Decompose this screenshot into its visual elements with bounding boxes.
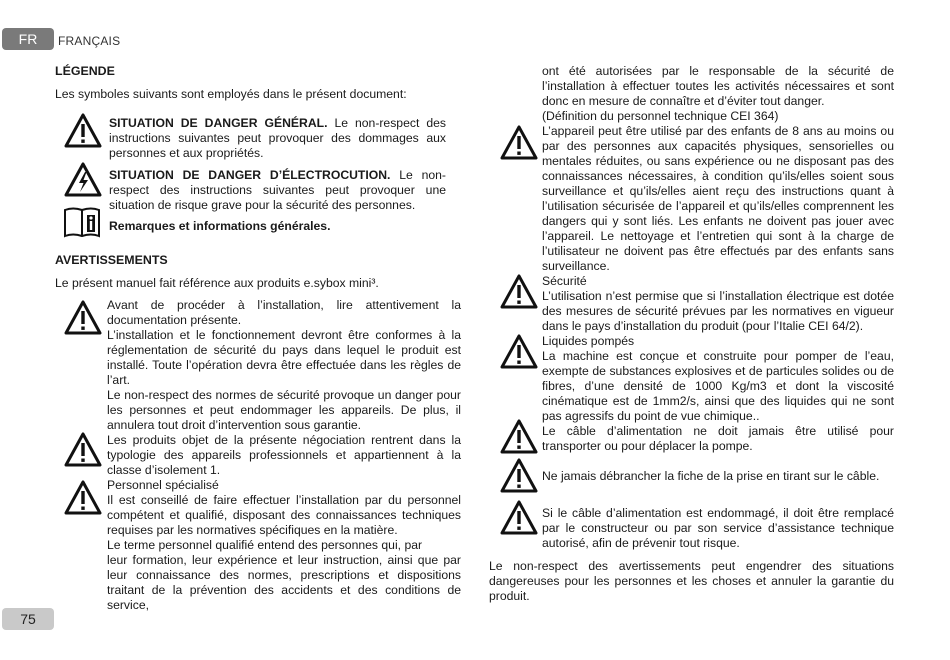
warnings-title: AVERTISSEMENTS xyxy=(55,253,168,267)
paragraph: leur formation, leur expérience et leur instruction, ainsi que par leur connaissance des normes, prescriptions et dispositions traitant de la prévention des accidents et des conditions de service, xyxy=(107,553,461,612)
warning-triangle-icon xyxy=(64,300,102,336)
legend-title: LÉGENDE xyxy=(55,64,115,78)
page-number: 75 xyxy=(2,608,54,630)
warning-triangle-icon xyxy=(500,419,538,455)
paragraph: Il est conseillé de faire effectuer l’installation par du personnel compétent et qualifié, disposant des connaissances techniques requises par les normatives spécifiques en la matière. xyxy=(107,493,461,537)
warning-triangle-icon xyxy=(64,480,102,516)
warning-triangle-icon xyxy=(500,334,538,370)
language-name: FRANÇAIS xyxy=(58,34,121,48)
warning-triangle-icon xyxy=(64,432,102,468)
paragraph: Liquides pompés xyxy=(542,334,635,348)
warning-triangle-icon xyxy=(500,125,538,161)
warning-triangle-icon xyxy=(500,274,538,310)
paragraph: La machine est conçue et construite pour pomper de l’eau, exempte de substances explosives et de particules solides ou de fibres, d’une densité de 1000 Kg/m3 et dont la viscosité cinématique est de 1mm2/s, ainsi que des liquides qui ne sont pas agressifs du point de vue chimique.. xyxy=(542,349,894,423)
warning-triangle-icon xyxy=(500,458,538,494)
legend-item-electrocution xyxy=(109,168,446,213)
paragraph: Le terme personnel qualifié entend des personnes qui, par xyxy=(107,538,423,552)
legend-item-text: Le non-respect des instructions suivantes peut provoquer une situation de risque grave pour la sécurité des personnes. xyxy=(109,168,446,212)
legend-item-bold: SITUATION DE DANGER GÉNÉRAL. xyxy=(109,116,328,130)
legend-item-bold: SITUATION DE DANGER D’ÉLECTROCUTION. xyxy=(109,168,391,182)
legend-item-bold: Remarques et informations générales. xyxy=(109,219,331,233)
legend-item-text: Le non-respect des instructions suivantes peut provoquer des dommages aux personnes et aux propriétés. xyxy=(109,116,446,160)
legend-item-info xyxy=(109,219,446,234)
info-book-icon xyxy=(63,204,101,240)
legend-intro: Les symboles suivants sont employés dans le présent document: xyxy=(55,87,407,101)
paragraph: L’utilisation n’est permise que si l’installation électrique est dotée des mesures de sécurité prévues par les normatives en vigueur dans le pays d’installation du produit (pour l’Italie CEI 64/2). xyxy=(542,289,894,333)
paragraph: Le non-respect des normes de sécurité provoque un danger pour les personnes et peut endommager les appareils. De plus, il annulera tout droit d’intervention sous garantie. xyxy=(107,388,461,432)
paragraph: L’appareil peut être utilisé par des enfants de 8 ans au moins ou par des personnes aux capacités physiques, sensorielles ou mentales réduites, ou sans expérience ou ne disposant pas des connaissances nécessaires, à condition qu’ils/elles soient sous surveillance et qu’ils/elles aient reçu des instructions quant à l’utilisation sécurisée de l’appareil et qu’ils/elles comprennent les dangers qui y sont liés. Les enfants ne doivent pas jouer avec l’appareil. Le nettoyage et l’entretien qui sont à la charge de l’utilisateur ne doivent pas être effectués par des enfants sans surveillance. xyxy=(542,124,894,273)
legend-item-general-danger xyxy=(109,116,446,161)
warnings-intro: Le présent manuel fait référence aux produits e.sybox mini³. xyxy=(55,276,379,290)
language-tab: FR xyxy=(2,28,54,50)
paragraph: Les produits objet de la présente négociation rentrent dans la typologie des appareils professionnels et appartiennent à la classe d’isolement 1. xyxy=(107,433,461,477)
paragraph: Avant de procéder à l’installation, lire attentivement la documentation présente. xyxy=(107,298,461,327)
paragraph: Personnel spécialisé xyxy=(107,478,219,492)
paragraph: (Définition du personnel technique CEI 364) xyxy=(542,109,779,123)
paragraph: Sécurité xyxy=(542,274,587,288)
paragraph: L’installation et le fonctionnement devront être conformes à la réglementation de sécurité du pays dans lequel le produit est installé. Toute l’opération devra être effectuée dans les règles de l’art. xyxy=(107,328,461,387)
warning-triangle-icon xyxy=(64,113,102,149)
warnings-right-text xyxy=(542,64,894,551)
electrocution-icon xyxy=(64,162,102,198)
paragraph: Ne jamais débrancher la fiche de la prise en tirant sur le câble. xyxy=(542,469,880,483)
paragraph: Si le câble d’alimentation est endommagé, il doit être remplacé par le constructeur ou par son service d’assistance technique autorisé, afin de prévenir tout risque. xyxy=(542,506,894,550)
warnings-closing: Le non-respect des avertissements peut engendrer des situations dangereuses pour les personnes et les choses et annuler la garantie du produit. xyxy=(489,559,894,603)
paragraph: Le câble d’alimentation ne doit jamais être utilisé pour transporter ou pour déplacer la pompe. xyxy=(542,424,894,453)
paragraph: ont été autorisées par le responsable de la sécurité de l’installation à effectuer toutes les activités nécessaires et sont donc en mesure de connaître et d’éviter tout danger. xyxy=(542,64,894,108)
warnings-left-text xyxy=(107,298,461,613)
warning-triangle-icon xyxy=(500,500,538,536)
